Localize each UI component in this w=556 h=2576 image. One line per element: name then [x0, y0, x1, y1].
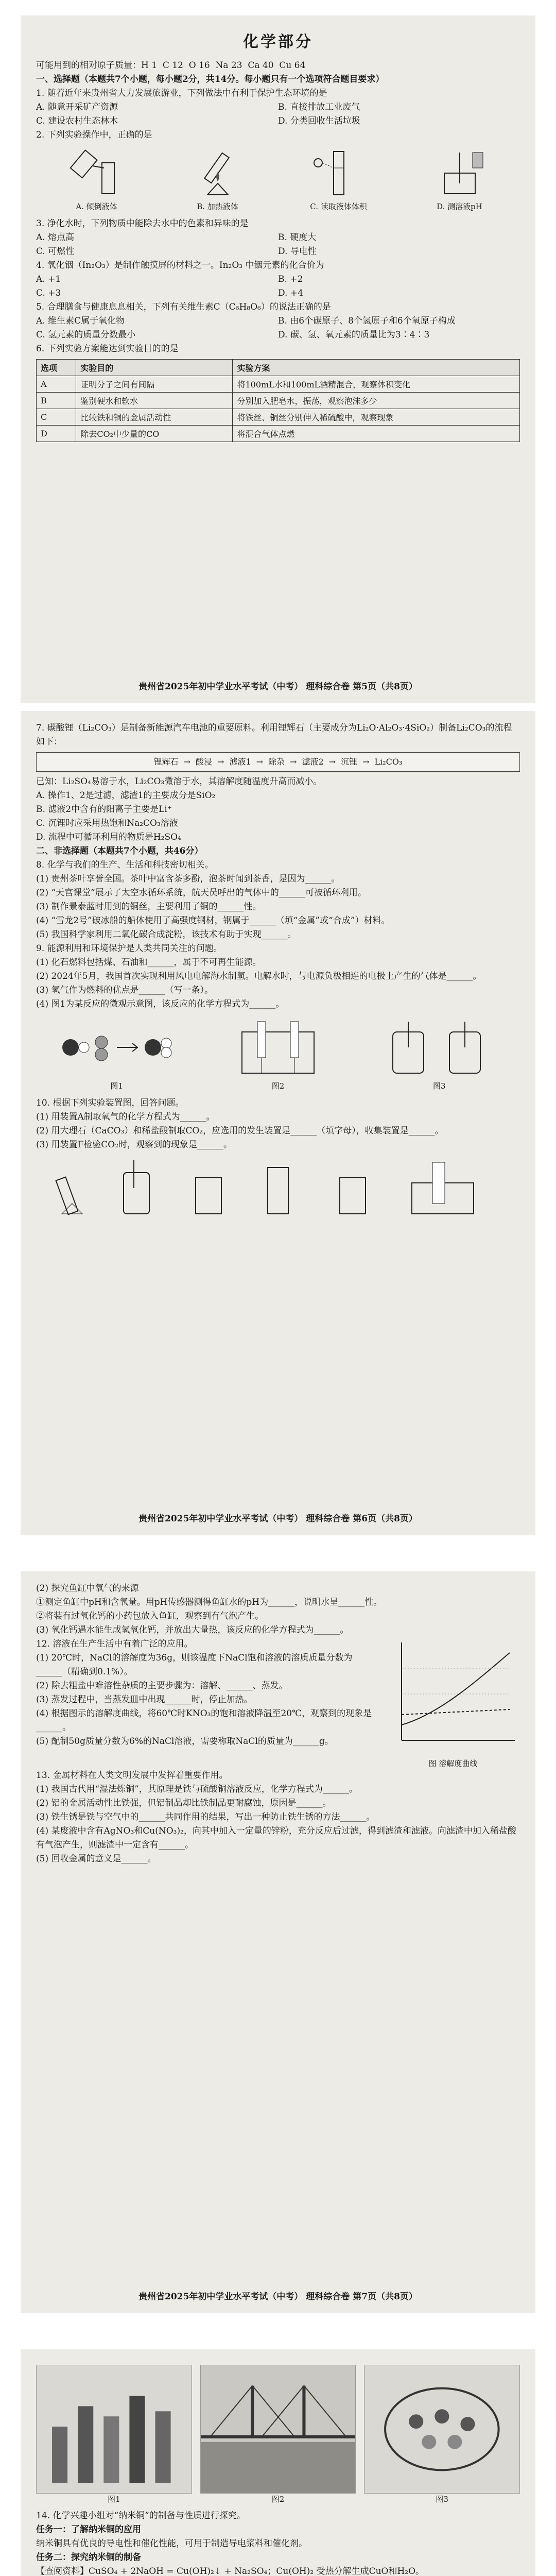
option: B. +2	[278, 274, 303, 284]
table-cell: 鉴别硬水和软水	[76, 393, 233, 409]
figure-pour-liquid	[66, 147, 128, 212]
table-row	[37, 393, 520, 409]
option: A. 操作1、2是过滤，滤渣1的主要成分是SiO₂	[36, 790, 216, 801]
figure-heat-liquid	[187, 147, 249, 212]
figure-row	[36, 1016, 520, 1091]
page-footer: 贵州省2025年初中学业水平考试（中考） 理科综合卷 第7页（共8页）	[138, 2292, 418, 2302]
table-header: 实验目的	[76, 360, 233, 376]
figure-caption: 图1	[110, 1081, 123, 1091]
question-4-options	[36, 273, 520, 300]
flow-step: 锂辉石	[153, 757, 179, 767]
section-heading: 二、非选择题（本题共7个小题，共46分）	[36, 846, 203, 856]
option: D. +4	[278, 288, 303, 298]
arrow-icon: →	[328, 757, 336, 767]
arrow-icon: →	[217, 757, 224, 767]
question-line: (1) 化石燃料包括煤、石油和______，属于不可再生能源。	[36, 957, 262, 968]
exam-page-3	[21, 1571, 535, 2313]
option: C. +3	[36, 288, 61, 298]
question-8: 8. 化学与我们的生产、生活和科技密切相关。	[36, 860, 214, 870]
option: A. 随意开采矿产资源	[36, 102, 118, 112]
question-line: ②将装有过氧化钙的小药包放入鱼缸，观察到有气泡产生。	[36, 1611, 264, 1621]
question-9: 9. 能源利用和环境保护是人类共同关注的问题。	[36, 943, 222, 954]
figure-caption: A. 倾倒液体	[76, 202, 117, 211]
exam-page-4	[21, 2349, 535, 2576]
question-line: (4) 根据图示的溶解度曲线，将60℃时KNO₃的饱和溶液降温至20℃，观察到的现象是______。	[36, 1708, 372, 1733]
question-line: (3) 制作景泰蓝时用到的铜丝，主要利用了铜的______性。	[36, 902, 262, 912]
flow-step: Li₂CO₃	[374, 757, 403, 767]
arrow-icon: →	[183, 757, 191, 767]
bar-graph-illustration	[37, 2365, 192, 2493]
pour-liquid-illustration	[66, 147, 128, 199]
electrolysis-diagram	[211, 1016, 345, 1078]
table-row	[37, 426, 520, 442]
gas-bottles-diagram	[372, 1016, 506, 1078]
page-footer: 贵州省2025年初中学业水平考试（中考） 理科综合卷 第5页（共8页）	[138, 682, 418, 692]
question-line: (4) “雪龙2号”破冰船的船体使用了高强度钢材，钢属于______（填“金属”或“合成”）材料。	[36, 916, 390, 926]
table-header: 实验方案	[233, 360, 520, 376]
option: B. 硬度大	[278, 232, 317, 243]
question-line: (5) 回收金属的意义是______。	[36, 1854, 157, 1864]
figure-read-volume	[308, 147, 370, 212]
question-line: (4) 图1为某反应的微观示意图，该反应的化学方程式为______。	[36, 999, 285, 1009]
option: C. 可燃性	[36, 246, 75, 257]
question-4: 4. 氧化铟（In₂O₃）是制作触摸屏的材料之一。In₂O₃ 中铟元素的化合价为	[36, 260, 324, 270]
table-cell: A	[37, 376, 76, 393]
table-row	[37, 409, 520, 426]
bridge-illustration	[201, 2365, 356, 2493]
table-cell: 证明分子之间有间隔	[76, 376, 233, 393]
question-7: 7. 碳酸锂（Li₂CO₃）是制备新能源汽车电池的重要原料。利用锂辉石（主要成分为Li₂O·Al₂O₃·4SiO₂）制备Li₂CO₃的流程如下：	[36, 723, 512, 747]
atomic-masses: 可能用到的相对原子质量：H 1 C 12 O 16 Na 23 Ca 40 Cu 64	[36, 60, 306, 71]
figure-caption: 图1	[108, 2495, 120, 2504]
solubility-curve-diagram	[386, 1637, 520, 1756]
table-cell: 将铁丝、铜丝分别伸入稀硫酸中，观察现象	[233, 409, 520, 426]
figure-caption: D. 测溶液pH	[437, 202, 482, 211]
option: A. +1	[36, 274, 61, 284]
question-line: 纳米铜具有优良的导电性和催化性能，可用于制造导电浆料和催化剂。	[36, 2538, 307, 2549]
question-6-table	[36, 359, 520, 442]
photo-row	[36, 2365, 520, 2504]
table-cell: B	[37, 393, 76, 409]
question-line: (5) 配制50g质量分数为6%的NaCl溶液，需要称取NaCl的质量为______g。	[36, 1736, 334, 1747]
section-heading: 一、选择题（本题共7个小题，每小题2分，共14分。每小题只有一个选项符合题目要求）	[36, 74, 385, 84]
question-1-options	[36, 100, 520, 128]
question-3-options	[36, 231, 520, 259]
question-line: (2) 除去粗盐中难溶性杂质的主要步骤为：溶解、______、蒸发。	[36, 1681, 288, 1691]
figure-electrolysis	[211, 1016, 345, 1091]
question-line: (3) 氧化钙遇水能生成氢氧化钙，并放出大量热，该反应的化学方程式为______。	[36, 1625, 349, 1635]
table-cell: 比较铁和铜的金属活动性	[76, 409, 233, 426]
figure-caption: 图3	[436, 2495, 448, 2504]
figure-caption: B. 加热液体	[197, 202, 238, 211]
option: A. 维生素C属于氧化物	[36, 316, 125, 326]
option: A. 熔点高	[36, 232, 75, 243]
figure-measure-ph	[429, 147, 491, 212]
question-5-options	[36, 314, 520, 342]
question-line: 【查阅资料】CuSO₄ + 2NaOH = Cu(OH)₂↓ + Na₂SO₄；Cu(OH)₂ 受热分解生成CuO和H₂O。	[36, 2566, 425, 2576]
figure-gas-bottles	[372, 1016, 506, 1091]
question-3: 3. 净化水时，下列物质中能除去水中的色素和异味的是	[36, 218, 249, 229]
option: D. 导电性	[278, 246, 317, 257]
question-12: 12. 溶液在生产生活中有着广泛的应用。	[36, 1639, 193, 1649]
arrow-icon: →	[362, 757, 370, 767]
option: D. 碳、氢、氧元素的质量比为3∶4∶3	[278, 330, 430, 340]
question-7-note: 已知：Li₂SO₄易溶于水，Li₂CO₃微溶于水，其溶解度随温度升高而减小。	[36, 776, 322, 787]
question-line: (1) 用装置A制取氧气的化学方程式为______。	[36, 1112, 215, 1122]
question-6: 6. 下列实验方案能达到实验目的的是	[36, 344, 179, 354]
photo-structure	[364, 2365, 520, 2504]
table-header: 选项	[37, 360, 76, 376]
flow-step: 滤液2	[302, 757, 324, 767]
question-line: (3) 蒸发过程中，当蒸发皿中出现______时，停止加热。	[36, 1694, 253, 1705]
question-line: (2) 探究鱼缸中氧气的来源	[36, 1583, 139, 1594]
option: B. 由6个碳原子、8个氢原子和6个氧原子构成	[278, 316, 456, 326]
flow-step: 除杂	[268, 757, 285, 767]
read-volume-illustration	[308, 147, 370, 199]
structure-illustration	[364, 2365, 519, 2493]
question-line: (2) 铝的金属活动性比铁强，但铝制品却比铁制品更耐腐蚀，原因是______。	[36, 1798, 332, 1808]
table-row	[37, 376, 520, 393]
heat-liquid-illustration	[187, 147, 249, 199]
table-cell: D	[37, 426, 76, 442]
page-footer: 贵州省2025年初中学业水平考试（中考） 理科综合卷 第6页（共8页）	[138, 1514, 418, 1524]
solubility-figure	[386, 1637, 520, 1769]
table-cell: 将100mL水和100mL酒精混合，观察体积变化	[233, 376, 520, 393]
molecule-diagram	[50, 1016, 184, 1078]
arrow-icon: →	[256, 757, 264, 767]
flow-step: 酸浸	[196, 757, 213, 767]
question-line: (4) 某废液中含有AgNO₃和Cu(NO₃)₂，向其中加入一定量的锌粉，充分反应后过滤，得到滤渣和滤液。向滤渣中加入稀盐酸有气泡产生，则滤渣中一定含有______。	[36, 1826, 516, 1850]
question-5: 5. 合理膳食与健康息息相关，下列有关维生素C（C₆H₈O₆）的说法正确的是	[36, 302, 331, 312]
figure-caption: 图2	[271, 1081, 285, 1091]
question-line: (1) 我国古代用“湿法炼铜”，其原理是铁与硫酸铜溶液反应，化学方程式为______。	[36, 1784, 358, 1794]
figure-caption: 图2	[271, 2495, 285, 2504]
exam-page-2	[21, 711, 535, 1535]
flow-step: 滤液1	[229, 757, 251, 767]
question-2-figures	[36, 147, 520, 212]
flow-step: 沉锂	[341, 757, 358, 767]
figure-caption: C. 读取液体体积	[310, 202, 367, 211]
lab-apparatus-diagram	[51, 1157, 505, 1219]
figure-caption: 图 溶解度曲线	[428, 1759, 478, 1768]
figure-caption: 图3	[433, 1081, 446, 1091]
question-line: (1) 20℃时，NaCl的溶解度为36g，则该温度下NaCl饱和溶液的溶质质量分数为______（精确到0.1%）。	[36, 1653, 353, 1677]
table-cell: 分别加入肥皂水，振荡，观察泡沫多少	[233, 393, 520, 409]
question-line: (1) 贵州茶叶享誉全国。茶叶中富含茶多酚，泡茶时闻到茶香，是因为______。	[36, 874, 340, 884]
process-flow	[36, 752, 520, 772]
question-line: ①测定鱼缸中pH和含氧量。用pH传感器测得鱼缸水的pH为______，说明水呈______性。	[36, 1597, 383, 1607]
question-line: (3) 铁生锈是铁与空气中的______共同作用的结果，写出一种防止铁生锈的方法______。	[36, 1812, 375, 1822]
table-cell: 将混合气体点燃	[233, 426, 520, 442]
question-1: 1. 随着近年来贵州省大力发展旅游业，下列做法中有利于保护生态环境的是	[36, 88, 327, 98]
option: D. 分类回收生活垃圾	[278, 116, 360, 126]
option: B. 直接排放工业废气	[278, 102, 360, 112]
question-line: (3) 氢气作为燃料的优点是______（写一条）。	[36, 985, 213, 995]
question-line: (2) 用大理石（CaCO₃）和稀盐酸制取CO₂，应选用的发生装置是______（填字母），收集装置是______。	[36, 1126, 444, 1136]
arrow-icon: →	[290, 757, 297, 767]
option: C. 氢元素的质量分数最小	[36, 330, 136, 340]
page-title: 化学部分	[243, 33, 313, 51]
question-line: (3) 用装置F检验CO₂时，观察到的现象是______。	[36, 1140, 233, 1150]
option: C. 建设农村生态林木	[36, 116, 118, 126]
task-heading: 任务一：了解纳米铜的应用	[36, 2524, 141, 2535]
option: C. 沉锂时应采用热饱和Na₂CO₃溶液	[36, 818, 178, 828]
table-cell: C	[37, 409, 76, 426]
question-2: 2. 下列实验操作中，正确的是	[36, 130, 152, 140]
exam-page-1	[21, 15, 535, 703]
question-13: 13. 金属材料在人类文明发展中发挥着重要作用。	[36, 1770, 228, 1781]
photo-bridge	[200, 2365, 356, 2504]
figure-molecules	[50, 1016, 184, 1091]
apparatus-row	[36, 1157, 520, 1219]
question-14: 14. 化学兴趣小组对“纳米铜”的制备与性质进行探究。	[36, 2511, 246, 2521]
question-10: 10. 根据下列实验装置图，回答问题。	[36, 1098, 184, 1108]
photo-bar-graph	[36, 2365, 192, 2504]
option: B. 滤液2中含有的阳离子主要是Li⁺	[36, 804, 172, 815]
task-heading: 任务二：探究纳米铜的制备	[36, 2552, 141, 2563]
question-line: (5) 我国科学家利用二氧化碳合成淀粉，该技术有助于实现______。	[36, 929, 297, 940]
measure-ph-illustration	[429, 147, 491, 199]
question-line: (2) “天宫课堂”展示了太空水循环系统，航天员呼出的气体中的______可被循环利用。	[36, 888, 367, 898]
table-cell: 除去CO₂中少量的CO	[76, 426, 233, 442]
option: D. 流程中可循环利用的物质是H₂SO₄	[36, 832, 181, 842]
question-line: (2) 2024年5月，我国首次实现利用风电电解海水制氢。电解水时，与电源负极相连的电极上产生的气体是______。	[36, 971, 482, 981]
